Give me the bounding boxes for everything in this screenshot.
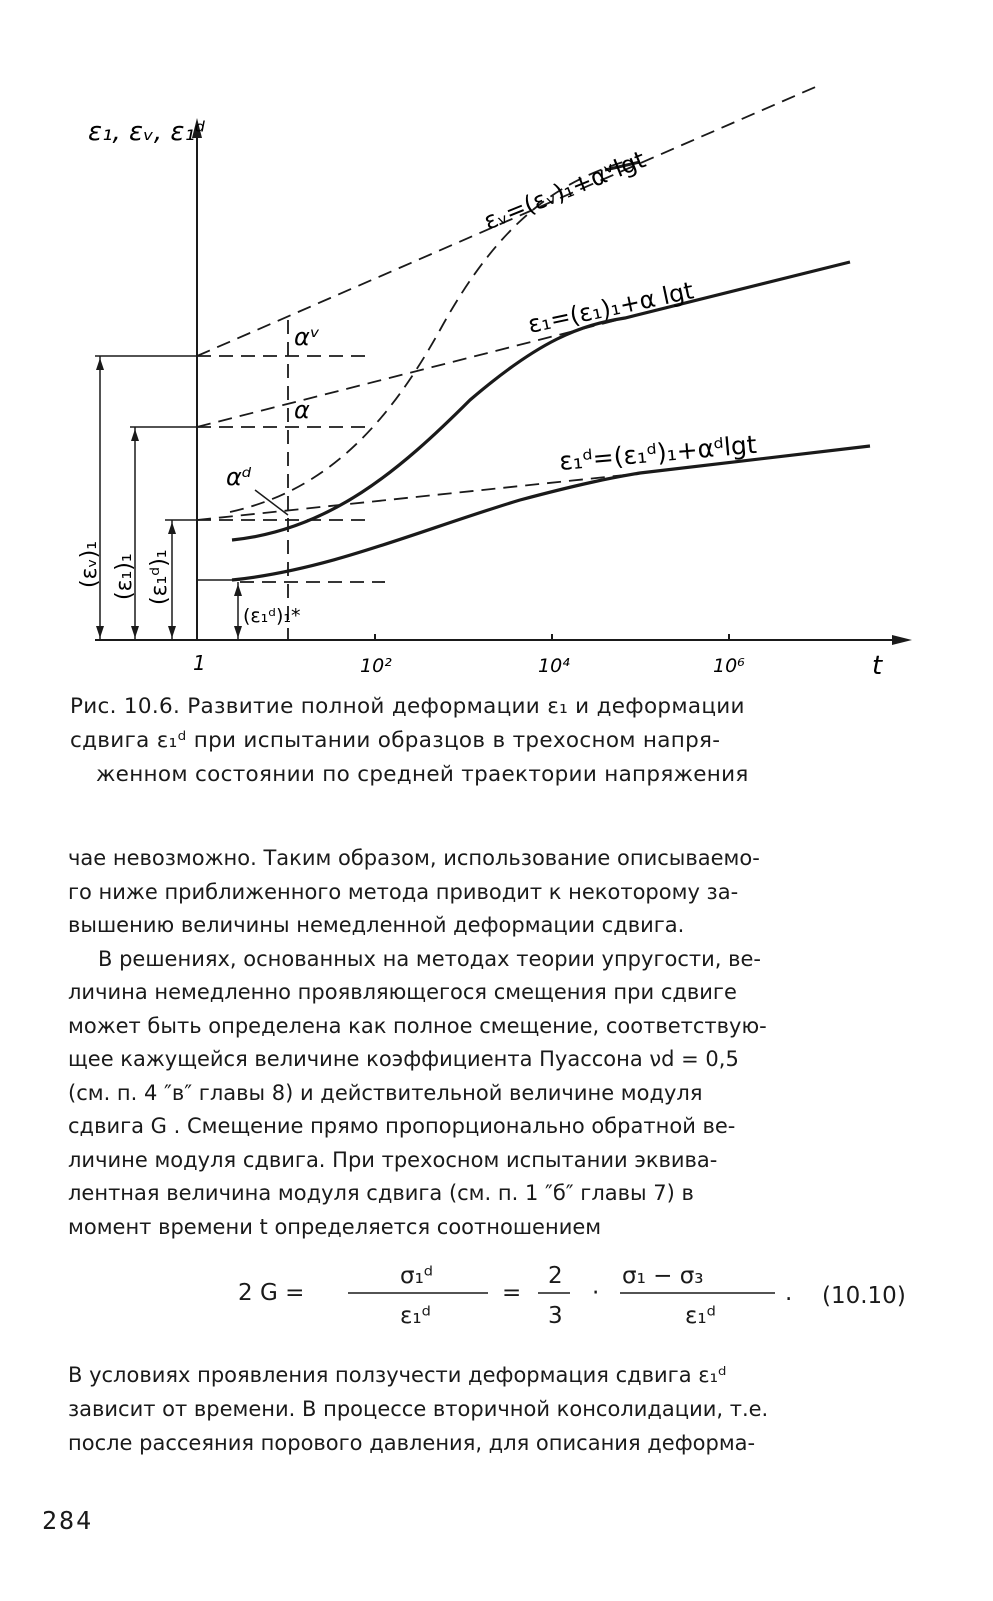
paragraph-line: может быть определена как полное смещение, соответствую- <box>68 1013 767 1038</box>
paragraph-line: личина немедленно проявляющегося смещения при сдвиге <box>68 980 737 1004</box>
eq-dot: · <box>592 1280 600 1306</box>
eq-end: . <box>785 1280 793 1306</box>
caption-line: женном состоянии по средней траектории напряжения <box>96 762 749 787</box>
paragraph-line: чае невозможно. Таким образом, использование описываемо- <box>68 846 760 870</box>
eq-frac2-num: 2 <box>548 1263 563 1289</box>
eq-frac2-den: 3 <box>548 1303 563 1329</box>
y-axis-label: ε₁, εᵥ, ε₁ᵈ <box>88 117 206 147</box>
e1d-curve-label: ε₁ᵈ=(ε₁ᵈ)₁+αᵈlgt <box>557 429 758 476</box>
page-number: 284 <box>42 1506 94 1535</box>
paragraph-line: зависит от времени. В процессе вторичной консолидации, т.е. <box>68 1397 769 1421</box>
dim-e11-label: (ε₁)₁ <box>112 553 137 600</box>
tick-10-4: 10⁴ <box>538 655 570 677</box>
paragraph-line: момент времени t определяется соотношением <box>68 1214 602 1239</box>
paragraph-line: щее кажущейся величине коэффициента Пуассона νd = 0,5 <box>68 1047 739 1071</box>
paragraph-line: (см. п. 4 ″в″ главы 8) и действительной величине модуля <box>68 1080 703 1105</box>
paragraph-line: В решениях, основанных на методах теории упругости, ве- <box>98 946 761 971</box>
caption-line: Рис. 10.6. Развитие полной деформации ε₁ и деформации <box>70 694 745 719</box>
ev-curve-label: εᵥ=(εᵥ)₁+αᵛlgt <box>479 145 650 236</box>
dim-e1d1star-label: (ε₁ᵈ)₁* <box>243 605 301 627</box>
eq-frac3-num: σ₁ − σ₃ <box>622 1263 704 1289</box>
tick-1: 1 <box>193 651 206 675</box>
figure-caption <box>70 690 930 792</box>
caption-line: сдвига ε₁ᵈ при испытании образцов в трехосном напря- <box>70 728 721 753</box>
e1d-asymptote <box>197 475 625 520</box>
slope-av-label: αᵛ <box>294 323 320 351</box>
paragraph-line: го ниже приближенного метода приводит к некоторому за- <box>68 879 739 904</box>
equation-10-10 <box>230 1255 930 1345</box>
paragraph-line: личине модуля сдвига. При трехосном испытании эквива- <box>68 1147 718 1172</box>
x-axis-label: t <box>872 651 883 681</box>
e1-curve-label: ε₁=(ε₁)₁+α lgt <box>525 276 697 339</box>
eq-lhs: 2 G = <box>238 1280 305 1306</box>
x-axis-arrow <box>892 635 912 645</box>
dim-e1d1-label: (ε₁ᵈ)₁ <box>147 549 172 605</box>
tick-10-6: 10⁶ <box>713 655 745 677</box>
eq-frac1-den: ε₁ᵈ <box>400 1303 431 1329</box>
creep-strain-figure <box>0 0 993 690</box>
paragraph-line: В условиях проявления ползучести деформация сдвига ε₁ᵈ <box>68 1363 727 1387</box>
body-text-continued <box>68 1358 928 1460</box>
e1-asymptote <box>197 318 625 427</box>
paragraph-line: вышению величины немедленной деформации сдвига. <box>68 913 685 937</box>
e1-curve <box>232 262 850 540</box>
eq-number: (10.10) <box>822 1283 906 1309</box>
tick-10-2: 10² <box>360 655 392 677</box>
dim-ev1-label: (εᵥ)₁ <box>77 540 102 588</box>
slope-a-label: α <box>294 396 310 424</box>
eq-frac1-num: σ₁ᵈ <box>400 1263 434 1289</box>
eq-frac3-den: ε₁ᵈ <box>685 1303 716 1329</box>
paragraph-line: после рассеяния порового давления, для описания деформа- <box>68 1431 756 1455</box>
slope-ad-label: αᵈ <box>226 463 252 491</box>
eq-equals: = <box>502 1280 522 1306</box>
paragraph-line: лентная величина модуля сдвига (см. п. 1 ″б″ главы 7) в <box>68 1181 694 1205</box>
paragraph-line: сдвига G . Смещение прямо пропорционально обратной ве- <box>68 1114 736 1138</box>
body-text <box>68 842 928 1244</box>
